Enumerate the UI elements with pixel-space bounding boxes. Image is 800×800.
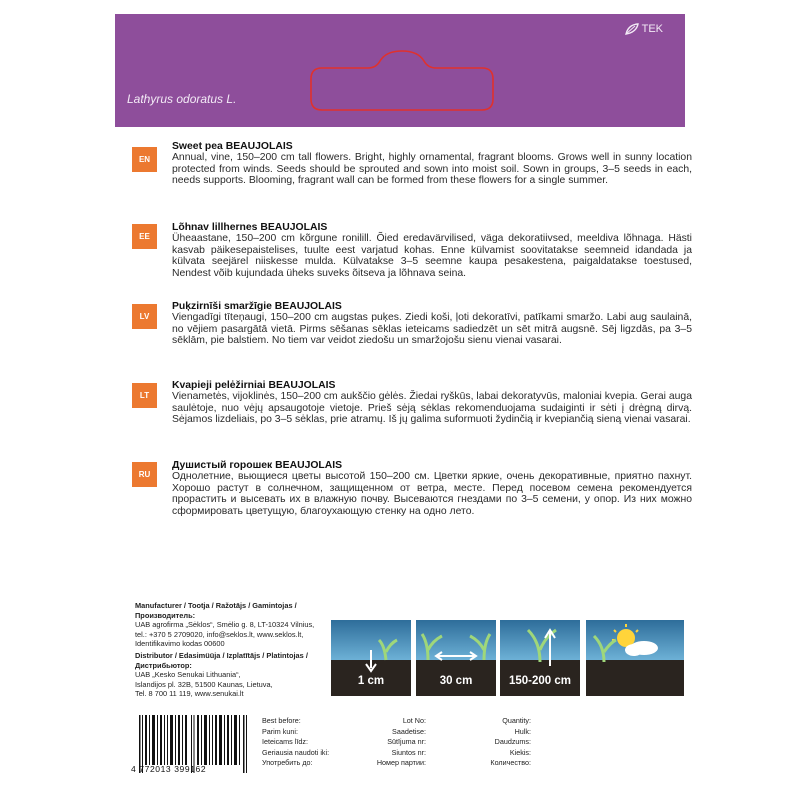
lang-tag-lt: LT <box>132 383 157 408</box>
field-label: Geriausia naudoti iki: <box>262 747 330 757</box>
section-title: Puķzirnīši smaržīgie BEAUJOLAIS <box>172 301 342 312</box>
distributor-heading: Distributor / Edasimüüja / Izplatītājs / Platintojas / Дистрибьютор: <box>135 651 308 670</box>
lang-tag-en: EN <box>132 147 157 172</box>
brand-logo <box>625 23 663 35</box>
section-title: Kvapieji pelėžirniai BEAUJOLAIS <box>172 380 336 391</box>
field-label: Lot No: <box>402 716 426 725</box>
best-before-labels <box>262 716 329 769</box>
field-label: Kiekis: <box>509 747 531 757</box>
barcode-number: 4 772013 399162 <box>131 764 207 774</box>
pictogram-sunny-location <box>586 620 684 696</box>
field-label: Parim kuni: <box>262 726 298 736</box>
field-label: Номер партии: <box>376 758 426 768</box>
section-ru <box>172 460 692 517</box>
section-lv <box>172 301 692 347</box>
field-label: Sūtījuma nr: <box>387 737 426 747</box>
manufacturer-heading: Manufacturer / Tootja / Ražotājs / Gamintojas / Производитель: <box>135 601 297 620</box>
pictogram-height <box>500 620 580 696</box>
section-title: Lõhnav lillhernes BEAUJOLAIS <box>172 222 328 233</box>
lang-tag-ru: RU <box>132 462 157 487</box>
section-en <box>172 141 692 187</box>
quantity-labels <box>466 716 531 769</box>
field-label: Количество: <box>490 758 531 768</box>
section-text: Viengadīgi tīteņaugi, 150–200 cm augstas puķes. Ziedi koši, ļoti dekoratīvi, patīkami smaržo. Labi aug saulainā, no vējiem pasargātā vietā. Pirms sēšanas sēklas ieteicams sadiedzēt un sēt mitrā augsnē. Sēj ligzdās, pa 3–5 sēklām, pie balstiem. No tiem var veidot ziedošu un smaržojošu sienu vienai vasarai. <box>172 312 692 347</box>
distributor-line: Tel. 8 700 11 119, www.senukai.lt <box>135 689 244 699</box>
section-ee <box>172 222 692 279</box>
lang-tag-lv: LV <box>132 304 157 329</box>
header-band <box>115 14 685 127</box>
distributor-info <box>135 651 335 699</box>
field-label: Saadetise: <box>392 726 426 736</box>
field-label: Daudzums: <box>494 737 531 747</box>
section-title: Душистый горошек BEAUJOLAIS <box>172 460 343 471</box>
sun-cloud-icon <box>586 620 684 696</box>
section-text: Vienametės, vijoklinės, 150–200 cm aukščio gėlės. Žiedai ryškūs, labai dekoratyvūs, maloniai kvepia. Gerai auga saulėtoje, nuo vėjų apsaugotoje vietoje. Prieš sėją sėklas rekomenduojama sudaiginti ir sėti į drėgną dirvą. Sėjamos lizdeliais, po 3–5 sėklas, prie atramų. Iš jų galima suformuoti žydinčią ir kvepiančią sieną vienai vasarai. <box>172 391 692 426</box>
lot-no-labels <box>340 716 426 769</box>
latin-name: Lathyrus odoratus L. <box>127 92 237 106</box>
pictogram-label: 1 cm <box>357 675 385 687</box>
distributor-line: UAB „Kesko Senukai Lithuania“, <box>135 670 241 680</box>
leaf-icon <box>625 23 639 35</box>
field-label: Hulk: <box>514 726 531 736</box>
manufacturer-line: tel.: +370 5 2709020, info@seklos.lt, www.seklos.lt, <box>135 629 304 639</box>
manufacturer-line: UAB agrofirma „Sėklos“, Smėlio g. 8, LT-10324 Vilnius, <box>135 620 315 630</box>
manufacturer-info <box>135 601 335 649</box>
section-text: Однолетние, вьющиеся цветы высотой 150–200 см. Цветки яркие, очень декоративные, приятно пахнут. Хорошо растут в солнечном, защищенном от ветра, месте. Перед посевом семена рекомендуется прорастить и высевать их в влажную почву. Высеваются гнездами по 3–5 семени, у опор. Из них можно сформировать цветущую, благоухающую стенку на одно лето. <box>172 471 692 517</box>
pictogram-spacing <box>416 620 496 696</box>
field-label: Siuntos nr: <box>391 747 426 757</box>
pictogram-sowing-depth <box>331 620 411 696</box>
lang-tag-ee: EE <box>132 224 157 249</box>
section-text: Annual, vine, 150–200 cm tall flowers. Bright, highly ornamental, fragrant blooms. Grows well in sunny location protected from winds. Seeds should be sprouted and sown into moist soil. Sown in groups, 3–5 seeds in each, needs supports. Blooming, fragrant wall can be formed from these flowers for a single summer. <box>172 152 692 187</box>
section-title: Sweet pea BEAUJOLAIS <box>172 141 293 152</box>
field-label: Quantity: <box>502 716 531 725</box>
section-text: Üheaastane, 150–200 cm kõrgune ronilill. Õied eredavärvilised, väga dekoratiivsed, meeldiva lõhnaga. Hästi kasvab päikesepaistelises, tuulte eest varjatud kohas. Enne külvamist soovitatakse seemneid idandada ja külvata seejärel niiskesse mulda. Külvatakse 3–5 seemne kaupa pesakestena, paigaldatakse toestused, Nendest võib kujundada üheks suveks õitseva ja lõhnava seina. <box>172 233 692 279</box>
brand-label: TEK <box>641 23 663 35</box>
pictogram-label: 150-200 cm <box>508 675 572 687</box>
product-window-outline <box>310 49 495 111</box>
field-label: Best before: <box>262 716 301 725</box>
distributor-line: Islandijos pl. 32B, 51500 Kaunas, Lietuva, <box>135 679 273 689</box>
field-label: Ieteicams līdz: <box>262 737 308 747</box>
field-label: Употребить до: <box>262 758 313 768</box>
section-lt <box>172 380 692 426</box>
manufacturer-line: Identifikavimo kodas 00600 <box>135 639 225 649</box>
pictogram-label: 30 cm <box>439 675 473 687</box>
